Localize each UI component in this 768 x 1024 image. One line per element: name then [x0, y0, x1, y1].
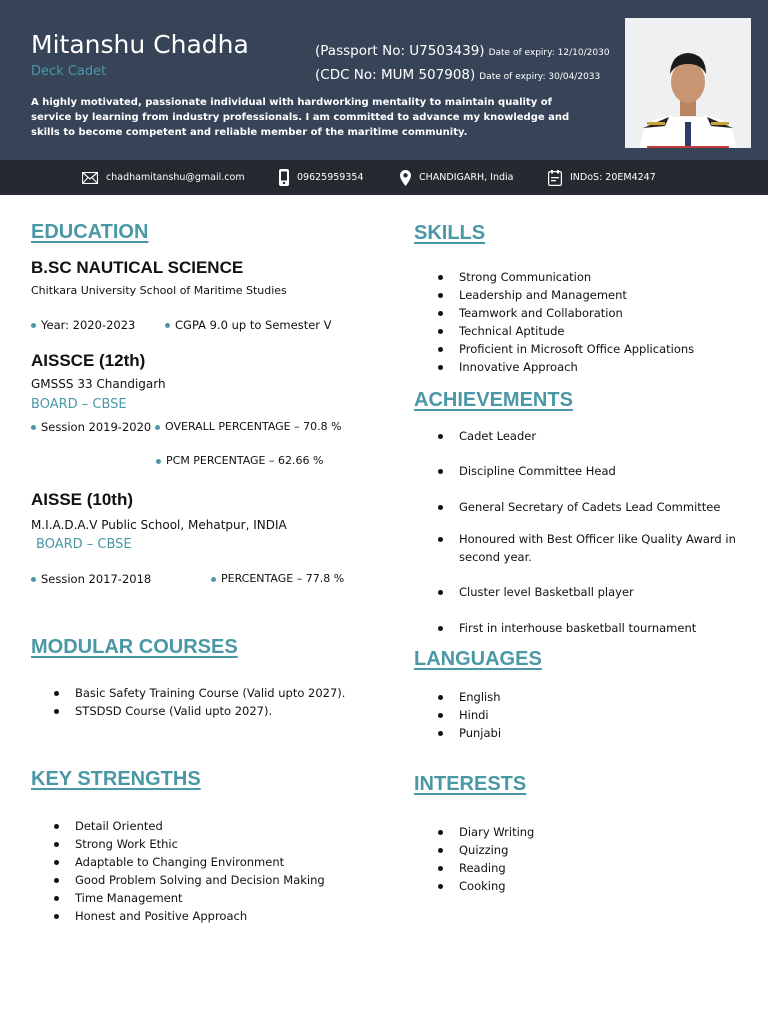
aisse-session-text: Session 2017-2018 [41, 572, 152, 586]
degree-year-text: Year: 2020-2023 [41, 318, 136, 332]
cdc-line [315, 64, 600, 83]
aissce-title: AISSCE (12th) [31, 351, 146, 370]
contact-location [400, 160, 513, 195]
passport-expiry: Date of expiry: 12/10/2030 [488, 48, 610, 58]
contact-bar [0, 160, 768, 195]
list-item: Punjabi [436, 724, 501, 742]
education-heading: EDUCATION [31, 221, 149, 243]
candidate-name: Mitanshu Chadha [31, 30, 249, 59]
aisse-percentage [211, 572, 344, 585]
list-item: Cluster level Basketball player [436, 583, 736, 601]
list-item: Diary Writing [436, 823, 534, 841]
languages-heading: LANGUAGES [414, 648, 542, 670]
list-item: English [436, 688, 501, 706]
contact-indos [548, 160, 656, 195]
contact-phone[interactable] [279, 160, 364, 195]
passport-line [315, 40, 610, 59]
degree-title: B.SC NAUTICAL SCIENCE [31, 258, 244, 277]
cdc-expiry: Date of expiry: 30/04/2033 [479, 72, 601, 82]
bullet-dot [31, 425, 36, 430]
list-item: Leadership and Management [436, 286, 694, 304]
email-text: chadhamitanshu@gmail.com [106, 172, 245, 183]
list-item: STSDSD Course (Valid upto 2027). [52, 702, 345, 720]
list-item: Honest and Positive Approach [52, 907, 325, 925]
list-item: Adaptable to Changing Environment [52, 853, 325, 871]
degree-cgpa [165, 318, 332, 332]
aisse-title: AISSE (10th) [31, 490, 134, 509]
achievements-list [436, 427, 736, 637]
list-item: Strong Communication [436, 268, 694, 286]
map-pin-icon [400, 170, 411, 186]
list-item: Strong Work Ethic [52, 835, 325, 853]
list-item: Reading [436, 859, 534, 877]
location-text: CHANDIGARH, India [419, 172, 514, 183]
achievements-heading: ACHIEVEMENTS [414, 389, 573, 411]
aissce-session-text: Session 2019-2020 [41, 420, 152, 434]
list-item: First in interhouse basketball tournament [436, 619, 736, 637]
list-item: General Secretary of Cadets Lead Committee [436, 498, 736, 516]
modular-courses-heading: MODULAR COURSES [31, 636, 238, 658]
aissce-overall [155, 420, 342, 433]
bullet-dot [156, 459, 161, 464]
list-item: Honoured with Best Officer like Quality Award in second year. [436, 530, 736, 566]
key-strengths-heading: KEY STRENGTHS [31, 768, 201, 790]
candidate-role: Deck Cadet [31, 64, 107, 79]
list-item: Basic Safety Training Course (Valid upto 2027). [52, 684, 345, 702]
phone-text: 09625959354 [297, 172, 364, 183]
list-item: Cooking [436, 877, 534, 895]
aissce-session [31, 420, 151, 434]
languages-list [436, 688, 501, 742]
skills-list [436, 268, 694, 376]
bullet-dot [31, 323, 36, 328]
list-item: Cadet Leader [436, 427, 736, 445]
envelope-icon [82, 172, 98, 184]
aissce-pcm-text: PCM PERCENTAGE – 62.66 % [166, 454, 324, 467]
indos-text: INDoS: 20EM4247 [570, 172, 656, 183]
bullet-dot [165, 323, 170, 328]
profile-photo [625, 18, 751, 148]
passport-number: (Passport No: U7503439) [315, 43, 485, 59]
list-item: Innovative Approach [436, 358, 694, 376]
list-item: Good Problem Solving and Decision Making [52, 871, 325, 889]
aisse-percentage-text: PERCENTAGE – 77.8 % [221, 572, 345, 585]
list-item: Discipline Committee Head [436, 462, 736, 480]
bullet-dot [31, 577, 36, 582]
modular-courses-list [52, 684, 345, 720]
aisse-school: M.I.A.D.A.V Public School, Mehatpur, INDIA [31, 518, 287, 532]
aisse-session [31, 572, 151, 586]
contact-email[interactable] [82, 160, 245, 195]
header-banner [0, 0, 768, 160]
id-card-icon [548, 170, 562, 186]
bullet-dot [211, 577, 216, 582]
degree-year [31, 318, 135, 332]
profile-summary: A highly motivated, passionate individual with hardworking mentality to maintain quality of service by learning from industry professionals. I am committed to advance my knowledge and skills to become competent and reliable member of the maritime community. [31, 97, 570, 138]
aissce-overall-text: OVERALL PERCENTAGE – 70.8 % [165, 420, 342, 433]
interests-heading: INTERESTS [414, 773, 527, 795]
bullet-dot [155, 425, 160, 430]
list-item: Proficient in Microsoft Office Applications [436, 340, 694, 358]
aissce-pcm [156, 454, 323, 467]
aissce-board: BOARD – CBSE [31, 397, 127, 412]
cdc-number: (CDC No: MUM 507908) [315, 67, 476, 83]
list-item: Detail Oriented [52, 817, 325, 835]
skills-heading: SKILLS [414, 222, 486, 244]
interests-list [436, 823, 534, 895]
phone-icon [279, 169, 289, 186]
aisse-board: BOARD – CBSE [36, 537, 132, 552]
degree-cgpa-text: CGPA 9.0 up to Semester V [175, 318, 332, 332]
list-item: Hindi [436, 706, 501, 724]
list-item: Quizzing [436, 841, 534, 859]
key-strengths-list [52, 817, 325, 925]
aissce-school: GMSSS 33 Chandigarh [31, 377, 166, 391]
list-item: Time Management [52, 889, 325, 907]
list-item: Teamwork and Collaboration [436, 304, 694, 322]
degree-school: Chitkara University School of Maritime Studies [31, 284, 287, 297]
list-item: Technical Aptitude [436, 322, 694, 340]
